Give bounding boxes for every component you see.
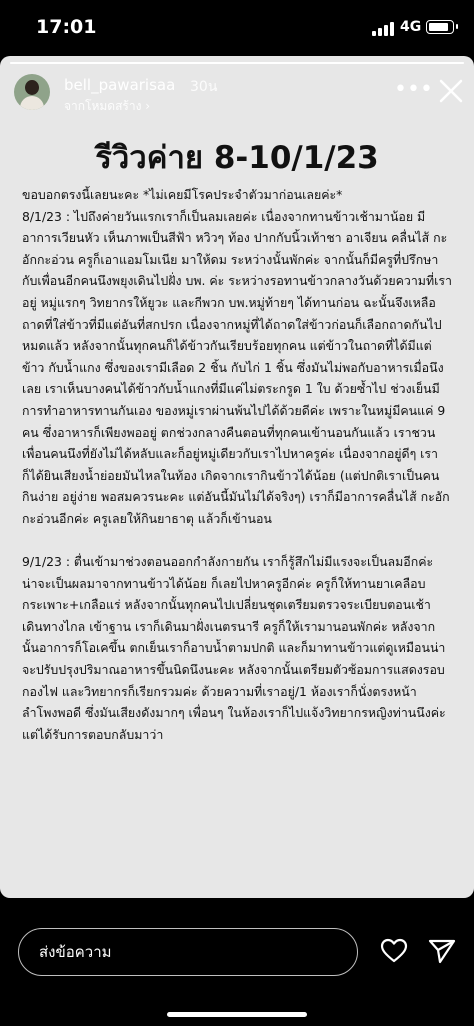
created-from-label[interactable]: จากโหมดสร้าง ›	[64, 99, 151, 113]
more-horizontal-icon[interactable]: •••	[394, 77, 433, 102]
username[interactable]: bell_pawarisaa	[64, 76, 176, 94]
battery-icon	[426, 20, 454, 34]
story-progress-fill	[10, 62, 464, 64]
heart-icon[interactable]	[380, 938, 408, 964]
home-indicator	[167, 1012, 307, 1017]
post-age: 30น	[190, 79, 218, 95]
signal-bars-icon	[372, 22, 396, 36]
story-reply-bar	[0, 898, 474, 1026]
status-time: 17:01	[36, 16, 97, 38]
status-bar	[0, 0, 474, 56]
send-message-input[interactable]	[18, 928, 358, 976]
close-icon[interactable]	[438, 78, 464, 104]
send-icon[interactable]	[428, 938, 456, 964]
story-card[interactable]	[0, 56, 474, 898]
avatar[interactable]	[14, 74, 50, 110]
story-progress-bar	[10, 62, 464, 64]
battery-level	[429, 23, 448, 31]
post-body-text: ขอบอกตรงนี้เลยนะคะ *ไม่เคยมีโรคประจำตัวมาก่อนเลยค่ะ* 8/1/23 : ไปถึงค่ายวันแรกเราก็เป็นลมเลยค่ะ เนื่องจากทานข้าวเช้ามาน้อย มีอาการเวียนหัว เห็นภาพเป็นสีฟ้า หวิวๆ ท้อง ปากกับนิ้วเท้าชา อาเจียน คลื่นไส้ กะอักกะอ่วน ครูก็เอาแอมโมเนีย มาให้ดม ระหว่างนั้นพักค่ะ จากนั้นก็มีครูที่ปรึกษากับเพื่อนอีกคนนึงพยุงเดินไปฝั่ง บพ. ค่ะ ระหว่างรอทานข้าวกลางวันด้วยความที่เราอยู่ หมู่แรกๆ วิทยากรให้ยูวะ และกีพวก บพ.หมู่ท้ายๆ ได้ทานก่อน ฉะนั้นจึงเหลือถาดที่ใส่ข้าวที่มีแต่อันที่สกปรก เนื่องจากหมู่ที่ได้ถาดใส่ข้าวก่อนก็เลือกถาดกันไปหมดแล้ว หลังจากนั้นทุกคนก็ได้ข้าวกันเรียบร้อยทุกคน แต่ข้าวในถาดที่ได้มีแต่ ข้าว กับน้ำแกง ซึ่งของเรามีเลือด 2 ชิ้น กับไก่ 1 ชิ้น ซึ่งมันไม่พอกับอาหารเมื่อนึงเลย เราเห็นบางคนได้ข้าวกับน้ำแกงที่มีแค่ไม่ตระกรูด 1 ใบ ด้วยซ้ำไป ช่วงเย็นมีการทำอาหารทานกันเอง ของหมู่เราผ่านพ้นไปได้ด้วยดีค่ะ เพราะในหมู่มีคนแค่ 9 คน ซึ่งอาหารก็เพียงพออยู่ ตกช่วงกลางคืนตอนที่ทุกคนเข้านอนกันแล้ว เราชวนเพื่อนคนนึงที่ยังไม่ได้หลับและก็อยู่หมู่เดียวกับเราไปหาครูค่ะ เนื่องจากอยู่ดีๆ เราก็ได้ยินเสียงน้ำย่อยมันไหลในท้อง เกิดจากเรากินข้าวได้น้อย (แต่ปกติเราเป็นคนกินง่าย อยู่ง่าย พอสมควรนะคะ แต่อันนี้มันไม่ได้จริงๆ) เราก็มีอาการคลื่นไส้ กะอักกะอ่วนอีกค่ะ ครูเลยให้กินยาธาตุ แล้วก็เข้านอน 9/1/23 : ตื่นเข้ามาช่วงตอนออกกำลังกายกัน เราก็รู้สึกไม่มีแรงจะเป็นลมอีกค่ะ น่าจะเป็นผลมาจากทานข้าวได้น้อย ก็เลยไปหาครูอีกค่ะ ครูก็ให้ทานยาเคลือบกระเพาะ+เกลือแร่ หลังจากนั้นทุกคนไปเปลี่ยนชุดเตรียมตรวจระเบียบตอนเช้า เดินทางไกล เข้าฐาน เราก็เดินมาฝั่งเนตรนารี ครูก็ให้เรามานอนพักค่ะ หลังจากนั้นอาการก็โอเคขึ้น ตกเย็นเราก็อาบน้ำตามปกติ และก็มาทานข้าวแต่ดูเหมือนน่าจะปรับปรุงปริมาณอาหารขึ้นนิดนึงนะคะ หลังจากนั้นเตรียมตัวซ้อมการแสดงรอบกองไฟ และวิทยากรก็เรียกรวมค่ะ ด้วยความที่เราอยู่/1 ห้องเราก็นั่งตรงหน้าลำโพงพอดี ซึ่งมันเสียงดังมากๆ เพื่อนๆ ในห้องเราก็ไปแจ้งวิทยากรหญิงท่านนึงค่ะ แต่ได้รับการตอบกลับมาว่า	[22, 187, 452, 742]
network-type: 4G	[400, 19, 422, 35]
post-title: รีวิวค่าย 8-10/1/23	[95, 140, 379, 176]
